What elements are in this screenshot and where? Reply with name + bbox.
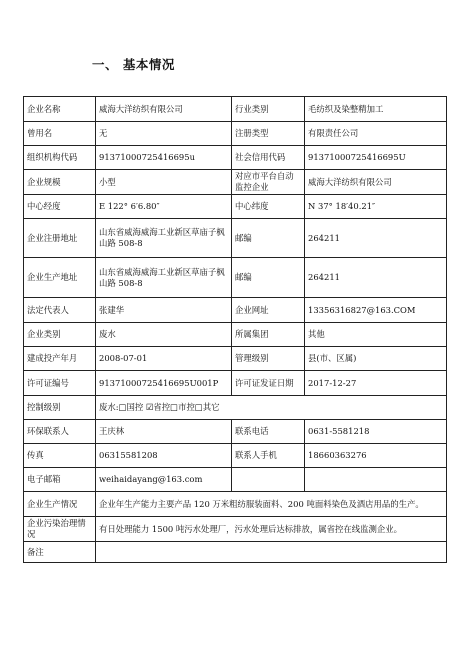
table-row <box>24 468 447 492</box>
field-label: 企业名称 <box>24 97 96 122</box>
field-label: 联系电话 <box>232 420 305 444</box>
field-label: 控制级别 <box>24 396 96 420</box>
field-label: 电子邮箱 <box>24 468 96 492</box>
empty-cell <box>305 468 447 492</box>
field-label: 中心经度 <box>24 195 96 219</box>
field-value: 2008-07-01 <box>96 347 232 371</box>
field-value: 小型 <box>96 170 232 195</box>
field-label: 企业生产地址 <box>24 258 96 298</box>
field-label: 行业类别 <box>232 97 305 122</box>
field-value: N 37° 18′40.21″ <box>305 195 447 219</box>
production-description: 企业年生产能力主要产品 120 万米粗纺服装面料、200 吨面料染色及酒店用品的生产。 <box>96 492 447 517</box>
field-label: 许可证编号 <box>24 371 96 396</box>
field-value: 张建华 <box>96 298 232 323</box>
field-value: 毛纺织及染整精加工 <box>305 97 447 122</box>
table-row <box>24 323 447 347</box>
field-value: 无 <box>96 122 232 146</box>
table-row <box>24 195 447 219</box>
field-label: 曾用名 <box>24 122 96 146</box>
field-label: 备注 <box>24 542 96 563</box>
table-row <box>24 347 447 371</box>
field-value: 山东省威海威海工业新区草庙子枫山路 508-8 <box>96 219 232 258</box>
field-label: 对应市平台自动监控企业 <box>232 170 305 195</box>
field-label: 企业类别 <box>24 323 96 347</box>
field-label: 组织机构代码 <box>24 146 96 170</box>
table-row <box>24 258 447 298</box>
field-label: 传真 <box>24 444 96 468</box>
field-value: 2017-12-27 <box>305 371 447 396</box>
field-label: 企业污染治理情况 <box>24 517 96 542</box>
table-row <box>24 371 447 396</box>
table-row <box>24 146 447 170</box>
field-value: 王庆林 <box>96 420 232 444</box>
empty-cell <box>232 468 305 492</box>
table-row <box>24 219 447 258</box>
basic-info-table <box>23 96 447 563</box>
field-value: 264211 <box>305 219 447 258</box>
table-row <box>24 542 447 563</box>
pollution-treatment-description: 有日处理能力 1500 吨污水处理厂，污水处理后达标排放，属省控在线监测企业。 <box>96 517 447 542</box>
table-row <box>24 97 447 122</box>
field-label: 联系人手机 <box>232 444 305 468</box>
field-value: 91371000725416695U <box>305 146 447 170</box>
table-row <box>24 298 447 323</box>
field-label: 建成投产年月 <box>24 347 96 371</box>
field-value: 91371000725416695u <box>96 146 232 170</box>
field-value: weihaidayang@163.com <box>96 468 232 492</box>
field-label: 邮编 <box>232 258 305 298</box>
field-label: 环保联系人 <box>24 420 96 444</box>
field-value: 威海大洋纺织有限公司 <box>305 170 447 195</box>
field-label: 企业网址 <box>232 298 305 323</box>
field-label: 管理级别 <box>232 347 305 371</box>
field-value: 有限责任公司 <box>305 122 447 146</box>
field-value: 山东省威海威海工业新区草庙子枫山路 508-8 <box>96 258 232 298</box>
field-value: 91371000725416695U001P <box>96 371 232 396</box>
control-level-value: 废水:□国控 ☑省控□市控□其它 <box>96 396 447 420</box>
table-row <box>24 122 447 146</box>
field-label: 企业注册地址 <box>24 219 96 258</box>
field-label: 注册类型 <box>232 122 305 146</box>
field-label: 所属集团 <box>232 323 305 347</box>
field-label: 许可证发证日期 <box>232 371 305 396</box>
table-row <box>24 444 447 468</box>
table-row <box>24 420 447 444</box>
field-value: 废水 <box>96 323 232 347</box>
table-row <box>24 170 447 195</box>
field-label: 邮编 <box>232 219 305 258</box>
field-value: 其他 <box>305 323 447 347</box>
field-value: 13356316827@163.COM <box>305 298 447 323</box>
field-label: 法定代表人 <box>24 298 96 323</box>
field-value: 06315581208 <box>96 444 232 468</box>
field-label: 社会信用代码 <box>232 146 305 170</box>
field-label: 企业生产情况 <box>24 492 96 517</box>
field-value: 县(市、区属) <box>305 347 447 371</box>
field-label: 中心纬度 <box>232 195 305 219</box>
field-value: 18660363276 <box>305 444 447 468</box>
table-row <box>24 396 447 420</box>
field-value: 威海大洋纺织有限公司 <box>96 97 232 122</box>
table-row <box>24 517 447 542</box>
field-label: 企业规模 <box>24 170 96 195</box>
section-heading: 一、 基本情况 <box>92 57 175 72</box>
field-value: E 122° 6′6.80″ <box>96 195 232 219</box>
table-row <box>24 492 447 517</box>
field-value: 264211 <box>305 258 447 298</box>
field-value: 0631-5581218 <box>305 420 447 444</box>
remarks-value <box>96 542 447 563</box>
